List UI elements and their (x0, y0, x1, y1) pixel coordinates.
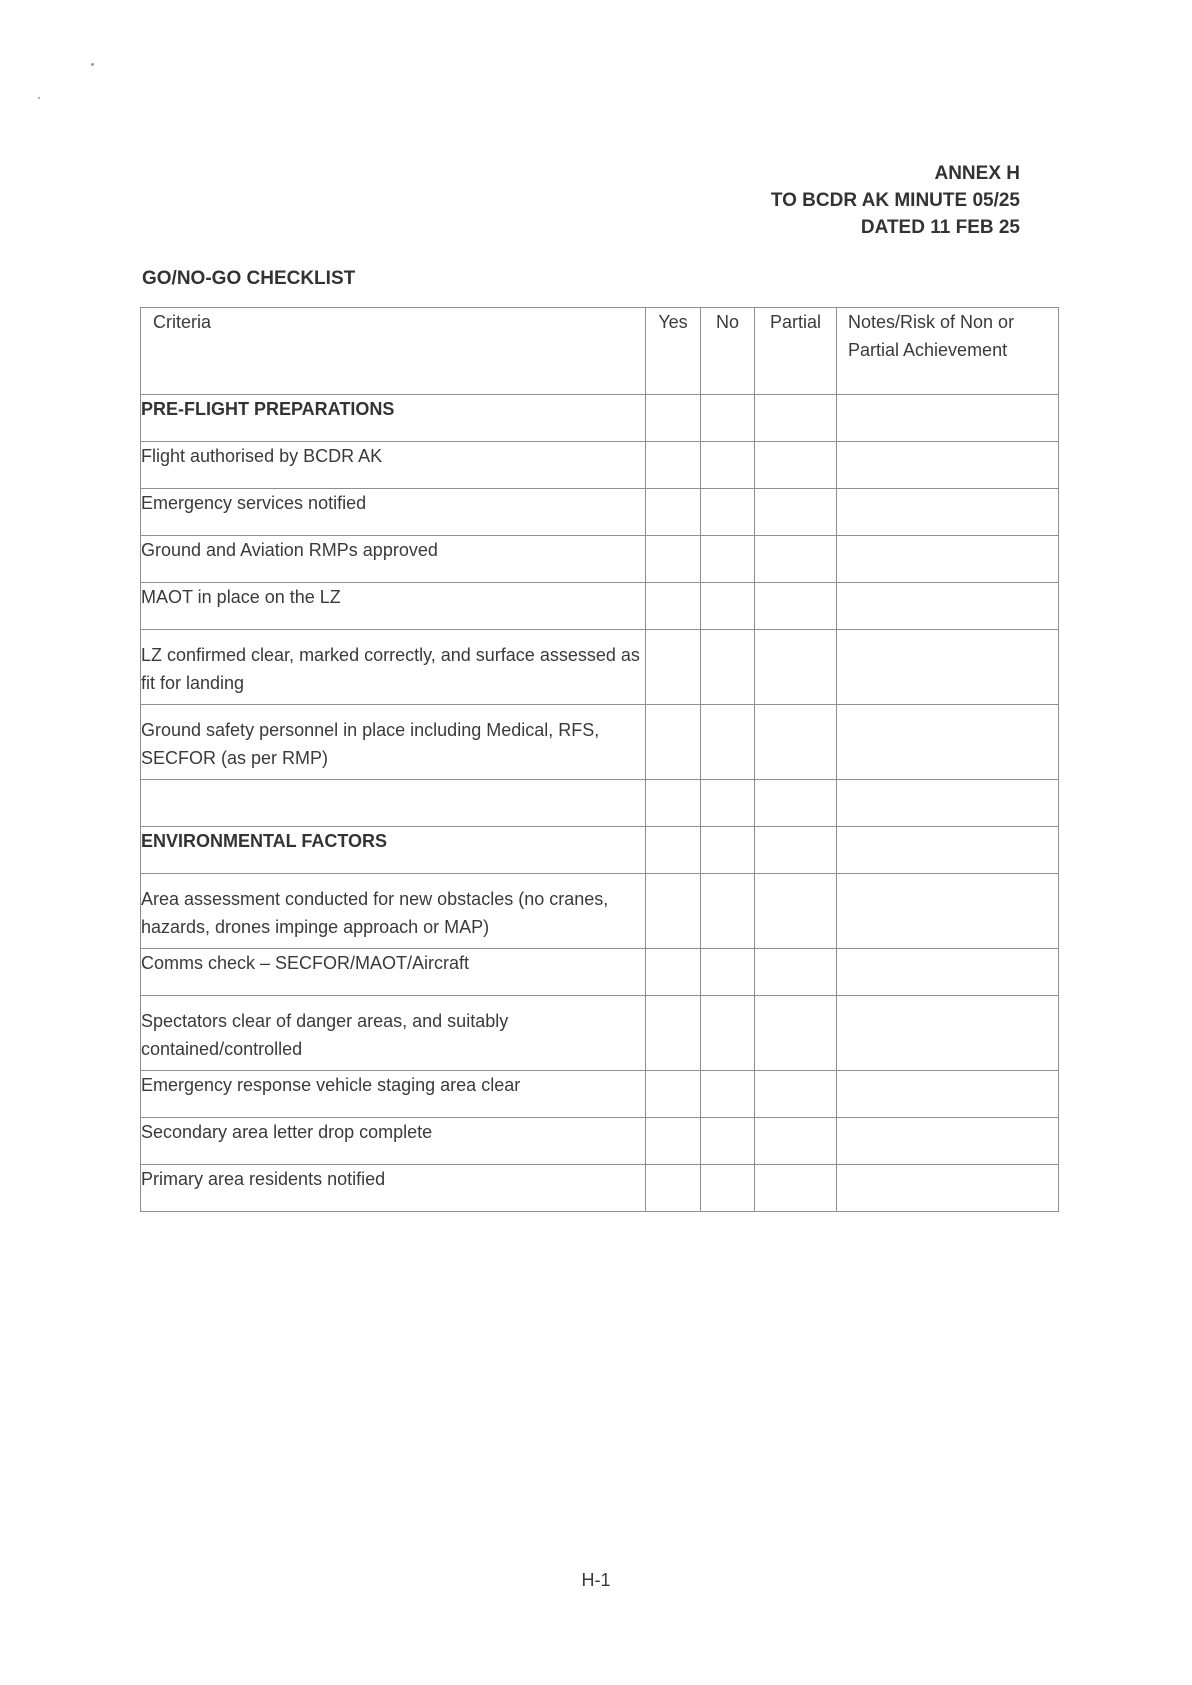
criteria-cell (141, 780, 646, 827)
no-cell (701, 1118, 755, 1165)
yes-cell (646, 630, 701, 705)
yes-cell (646, 489, 701, 536)
no-cell (701, 489, 755, 536)
partial-cell (755, 996, 837, 1071)
notes-cell (837, 536, 1059, 583)
table-row (141, 1118, 1059, 1165)
criteria-cell: Flight authorised by BCDR AK (141, 442, 646, 489)
table-row (141, 874, 1059, 949)
table-row (141, 705, 1059, 780)
column-header-yes: Yes (646, 308, 701, 395)
section-heading: PRE-FLIGHT PREPARATIONS (141, 395, 646, 442)
spacer-row (141, 780, 1059, 827)
criteria-cell: Spectators clear of danger areas, and suitably contained/controlled (141, 996, 646, 1071)
section-row (141, 395, 1059, 442)
partial-cell (755, 705, 837, 780)
criteria-cell: Ground and Aviation RMPs approved (141, 536, 646, 583)
notes-cell (837, 583, 1059, 630)
column-header-criteria: Criteria (141, 308, 646, 395)
column-header-notes: Notes/Risk of Non or Partial Achievement (837, 308, 1059, 395)
table-row (141, 996, 1059, 1071)
criteria-cell: MAOT in place on the LZ (141, 583, 646, 630)
partial-cell (755, 536, 837, 583)
yes-cell (646, 1165, 701, 1212)
table-row (141, 630, 1059, 705)
notes-cell (837, 705, 1059, 780)
notes-cell (837, 949, 1059, 996)
criteria-cell: Secondary area letter drop complete (141, 1118, 646, 1165)
table-row (141, 583, 1059, 630)
partial-cell (755, 395, 837, 442)
no-cell (701, 705, 755, 780)
table-row (141, 949, 1059, 996)
no-cell (701, 996, 755, 1071)
notes-cell (837, 630, 1059, 705)
no-cell (701, 874, 755, 949)
yes-cell (646, 874, 701, 949)
section-row (141, 827, 1059, 874)
no-cell (701, 827, 755, 874)
scan-speck (38, 97, 40, 99)
notes-cell (837, 874, 1059, 949)
checklist-title: GO/NO-GO CHECKLIST (142, 268, 356, 289)
notes-cell (837, 827, 1059, 874)
yes-cell (646, 949, 701, 996)
yes-cell (646, 442, 701, 489)
criteria-cell: Emergency services notified (141, 489, 646, 536)
column-header-partial: Partial (755, 308, 837, 395)
table-row (141, 1165, 1059, 1212)
table-row (141, 536, 1059, 583)
table-row (141, 489, 1059, 536)
column-header-no: No (701, 308, 755, 395)
yes-cell (646, 1118, 701, 1165)
no-cell (701, 1071, 755, 1118)
no-cell (701, 536, 755, 583)
notes-cell (837, 489, 1059, 536)
yes-cell (646, 536, 701, 583)
partial-cell (755, 442, 837, 489)
partial-cell (755, 827, 837, 874)
yes-cell (646, 780, 701, 827)
criteria-cell: Ground safety personnel in place including Medical, RFS, SECFOR (as per RMP) (141, 705, 646, 780)
no-cell (701, 395, 755, 442)
notes-cell (837, 395, 1059, 442)
partial-cell (755, 874, 837, 949)
notes-cell (837, 1165, 1059, 1212)
page-number: H-1 (581, 1570, 611, 1590)
yes-cell (646, 583, 701, 630)
yes-cell (646, 1071, 701, 1118)
no-cell (701, 780, 755, 827)
annex-label: ANNEX H (934, 163, 1020, 184)
scan-speck (91, 63, 94, 66)
no-cell (701, 1165, 755, 1212)
yes-cell (646, 827, 701, 874)
criteria-cell: LZ confirmed clear, marked correctly, and surface assessed as fit for landing (141, 630, 646, 705)
table-header-row (141, 308, 1059, 395)
no-cell (701, 442, 755, 489)
criteria-cell: Emergency response vehicle staging area clear (141, 1071, 646, 1118)
table-row (141, 442, 1059, 489)
notes-cell (837, 442, 1059, 489)
partial-cell (755, 949, 837, 996)
no-cell (701, 630, 755, 705)
criteria-cell: Primary area residents notified (141, 1165, 646, 1212)
annex-reference: TO BCDR AK MINUTE 05/25 (770, 190, 1020, 211)
partial-cell (755, 780, 837, 827)
section-heading: ENVIRONMENTAL FACTORS (141, 827, 646, 874)
partial-cell (755, 1071, 837, 1118)
partial-cell (755, 583, 837, 630)
partial-cell (755, 489, 837, 536)
partial-cell (755, 1118, 837, 1165)
table-row (141, 1071, 1059, 1118)
notes-cell (837, 780, 1059, 827)
yes-cell (646, 996, 701, 1071)
no-cell (701, 583, 755, 630)
yes-cell (646, 395, 701, 442)
notes-cell (837, 996, 1059, 1071)
yes-cell (646, 705, 701, 780)
no-cell (701, 949, 755, 996)
notes-cell (837, 1118, 1059, 1165)
criteria-cell: Area assessment conducted for new obstacles (no cranes, hazards, drones impinge approach or MAP) (141, 874, 646, 949)
annex-date: DATED 11 FEB 25 (860, 217, 1020, 238)
partial-cell (755, 630, 837, 705)
notes-cell (837, 1071, 1059, 1118)
partial-cell (755, 1165, 837, 1212)
annex-header (771, 160, 1020, 241)
go-no-go-checklist-table (140, 307, 1059, 1212)
criteria-cell: Comms check – SECFOR/MAOT/Aircraft (141, 949, 646, 996)
